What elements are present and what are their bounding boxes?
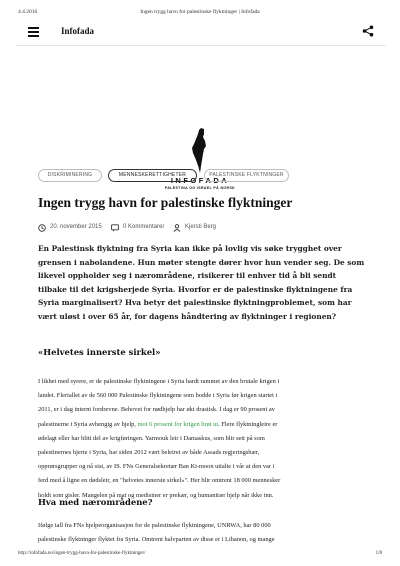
article-date: 20. november 2015 [50, 224, 102, 230]
logo-tagline: PALESTINA OG ISRAEL PÅ NORSK [164, 186, 236, 190]
article-lead [38, 242, 368, 324]
body-line: palestinernes hjerte i Syria, har siden 2012 vært beleiret av både Assads regjeringshær, [38, 449, 260, 457]
source-link[interactable]: mot 6 prosent for krigen brøt ut [137, 420, 219, 428]
clock-icon [38, 224, 46, 232]
section-body-naeromradene [38, 519, 356, 547]
article-comments[interactable]: 0 Kommentarer [123, 224, 165, 230]
section-heading-helvetes: «Helvetes innerste sirkel» [38, 347, 161, 357]
share-icon[interactable] [362, 25, 374, 37]
logo-wordmark: INFOFADA [170, 176, 230, 185]
body-line: palestinerne i Syria avhengig av hjelp, mot 6 prosent for krigen brøt ut. Flere flyktningleire er [38, 420, 278, 428]
body-line: opprørsgrupper og nå sist, av IS. FNs Generalsekretær Ban Ki-moon uttalte i vår at den var i [38, 463, 275, 471]
body-line: ferd med å ligne en dødsleir, en "helvetes innerste sirkel»". Her blir omtrent 18 000 mennesker [38, 477, 281, 485]
body-line: holdt som gisler. Mangelen på mat og medisiner er prekær, og humanitær hjelp når ikke inn. [38, 491, 274, 499]
section-body-helvetes [38, 375, 356, 503]
article-author[interactable]: Kjersti Berg [185, 224, 217, 230]
body-line: 2011, er i dag internt fordrevne. Behovet for nødhjelp har økt drastisk. I dag er 90 prosent av [38, 406, 275, 414]
print-header [0, 9, 400, 19]
print-page-number: 1/8 [375, 551, 382, 556]
tag-palestinske-flyktninger[interactable]: PALESTINSKE FLYKTNINGER [204, 169, 289, 182]
lead-line: Syria marginalisert? Hva betyr det palestinske flyktningproblemet, som har [38, 298, 352, 308]
print-url: http://infofada.no/ingen-trygg-havn-for-palestinske-flyktninger/ [18, 551, 146, 556]
map-icon [190, 127, 210, 175]
tag-diskriminering[interactable]: DISKRIMINERING [38, 169, 102, 182]
author-icon [173, 224, 181, 232]
print-title: Ingen trygg havn for palestinske flyktninger | Infofada [140, 9, 260, 15]
section-heading-naeromradene: Hva med nærområdene? [38, 497, 153, 507]
app-bar [16, 22, 386, 46]
body-line: landet. Flertallet av de 560 000 Palestinske flyktningene som bodde i Syria før krigen startet i [38, 392, 278, 400]
comment-icon [111, 224, 119, 232]
lead-line: vært uløst i over 65 år, for dagens håndtering av flyktninger i regionen? [38, 311, 337, 321]
print-footer [0, 551, 400, 560]
body-line: ødelagt eller har blitt del av krigføringen. Yarmouk leir i Damaskus, som blir sett på som [38, 434, 265, 442]
lead-line: likevel oppholder seg i nærområdene, risikerer til enhver tid å bli sendt [38, 271, 337, 281]
lead-line: En Palestinsk flyktning fra Syria kan ikke på lovlig vis søke trygghet over [38, 244, 342, 253]
body-line: Ifølge tall fra FNs hjelpeorganisasjon for de palestinske flyktningene, UNRWA, har 80 000 [38, 522, 271, 529]
menu-icon[interactable] [28, 27, 39, 37]
body-line: palestinske flyktninger flyktet fra Syria. Omtrent halvparten av disse er i Libanon, og mange [38, 536, 275, 544]
lead-line: grensen i nabolandene. Hun møter stengte dører hvor hun vender seg. De som [38, 257, 365, 267]
body-line: I likhet med syrere, er de palestinske flyktningene i Syria hardt rammet av den brutale krigen i [38, 378, 280, 385]
tag-menneskerettigheter[interactable]: MENNESKERETTIGHETER [108, 169, 197, 182]
site-brand[interactable]: Infofada [61, 26, 95, 36]
article-title: Ingen trygg havn for palestinske flyktninger [38, 195, 293, 210]
print-date: 4.4.2016 [18, 9, 38, 15]
lead-line: tilbake til det krigsherjede Syria. Hvorfor er de palestinske flyktningene fra [38, 284, 353, 294]
